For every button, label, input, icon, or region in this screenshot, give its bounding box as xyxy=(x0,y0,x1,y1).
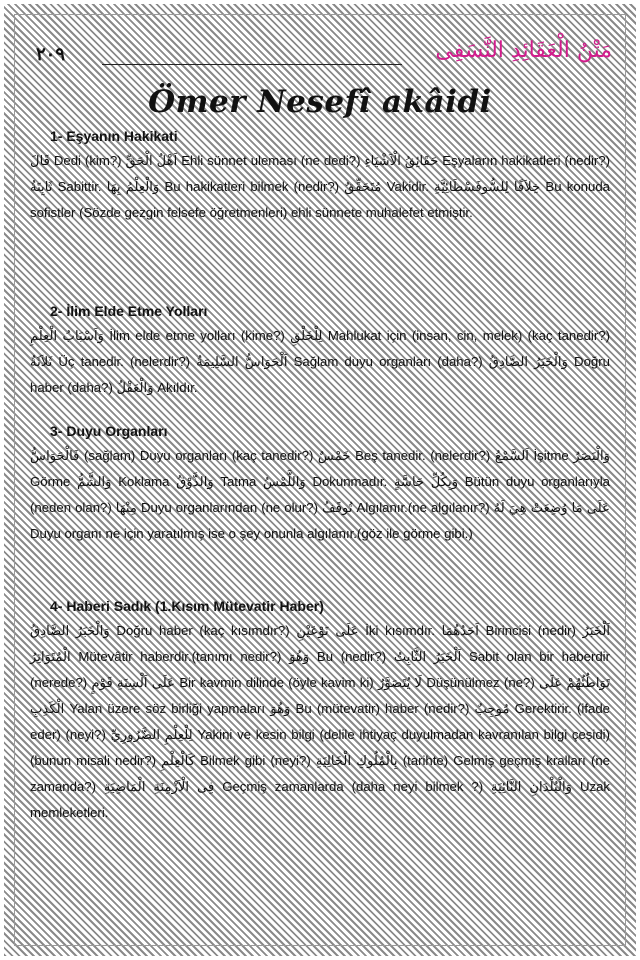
section-heading: 1- Eşyanın Hakikati xyxy=(50,128,178,144)
section-paragraph: وَاَسْبَابُ الْعِلْمِ İlim elde etme yolları (kime?) لِلْخَلْقِ Mahlukat için (insan, cin, melek) (kaç tanedir?) ثَلاَثَةٌ Üç tanedir. (nelerdir?) اَلْحَوَاسُّ السَّلِيمَةُ Sağlam duyu organları (daha?) وَالْخَبَرُ الصَّادِقُ Doğru haber (daha?) وَالْعَقْلُ Akıldır. xyxy=(30,328,610,395)
section-esyanin-hakikati xyxy=(30,126,610,296)
section-duyu-organlari xyxy=(30,421,610,591)
page-number: ٢٠٩ xyxy=(36,44,66,65)
book-title-arabic: مَتْنُ الْعَقَائِدِ النَّسَفِى xyxy=(435,38,612,63)
page-header xyxy=(28,38,612,72)
section-paragraph: قَالَ Dedi (kim?) اَهْلُ الْحَقِّ Ehli sünnet uleması (ne dedi?) حَقَائِقُ الْاَشْيَاءِ Eşyaların hakikatleri (nedir?) ثَابِتَةٌ Sabittir. وَالْعِلْمُ بِهَا Bu hakikatleri bilmek (nedir?) مُتَحَقِّقٌ Vakidir. خِلاَفًا لِلسُّوفَسْطَائِيَّةِ Bu konuda sofistler (Sözde gezgin felsefe öğretmenleri) ehli sünnete muhalefet etmiştir. xyxy=(30,153,611,220)
section-paragraph: وَالْخَبَرُ الصَّادِقُ Doğru haber (kaç kısımdır?) عَلَى نَوْعَيْنِ İki kısımdır. اَحَدُهُمَا Birincisi (nedir) اَلْخَبَرُ الْمُتَوَاتِرُ Mütevâtir haberdir.(tanımı nedir?) وَهُوَ Bu (nedir?) اَلْخَبَرُ الثَّابِتُ Sabit olan bir haberdir (nerede?) عَلَى اَلْسِنَةِ قَوْمٍ Bir kavmin dilinde (öyle kavim ki) لَا يُتَصَوَّرُ Düşünülmez (ne?) تَوَاطُئُهُمْ عَلَى الْكَذِبِ Yalan üzere söz birliği yapmaları وَهُوَ Bu (mütevatir) haber (nedir?) مُوجِبٌ Gerektirir. (ifade eder) (neyi?) لِلْعِلْمِ الضَّرُورِيِّ Yakini ve kesin bilgi (delile ihtiyaç duyulmadan kavranılan bilgi çeşidi) (bunun misali nedir?) كَالْعِلْمِ Bilmek gibi (neyi?) بِالْمُلُوكِ الْخَالِيَةِ (tarihte) Gelmiş geçmiş kralları (ne zamanda?) فِى الْاَزْمِنَةِ الْمَاضِيَةِ Geçmiş zamanlarda (daha neyi bilmek ?) وَالْبُلْدَانِ النَّائِيَةِ Uzak memleketleri. xyxy=(30,623,611,820)
section-heading: 4- Haberi Sadık (1.Kısım Mütevatir Haber) xyxy=(50,598,324,614)
document-body xyxy=(30,126,610,931)
section-haberi-sadik xyxy=(30,596,610,926)
section-heading: 2- İlim Elde Etme Yolları xyxy=(50,303,208,319)
section-heading: 3- Duyu Organları xyxy=(50,423,168,439)
section-ilim-yollari xyxy=(30,301,610,416)
page-title: Ömer Nesefî akâidi xyxy=(148,84,492,120)
section-paragraph: فَالْحَوَاسُّ (sağlam) Duyu organları (kaç tanedir?) خَمْسٌ Beş tanedir. (nelerdir?) اَلسَّمْعُ İşitme وَالْبَصَرُ Görme وَالشَّمُّ Koklama وَالذَّوْقُ Tatma وَاللَّمْسُ Dokunmadır. وَبِكُلِّ حَاسَّةٍ Bütün duyu organlarıyla (neden olan?) مِنْهَا Duyu organlarından (ne olur?) تُوقَفُ Algılanır.(ne algılanır?) عَلَى مَا وُضِعَتْ هِيَ لَهُ Duyu organı ne için yaratılmış ise o şey onunla algılanır.(göz ile görme gibi.) xyxy=(30,448,611,541)
header-rule xyxy=(102,64,402,65)
